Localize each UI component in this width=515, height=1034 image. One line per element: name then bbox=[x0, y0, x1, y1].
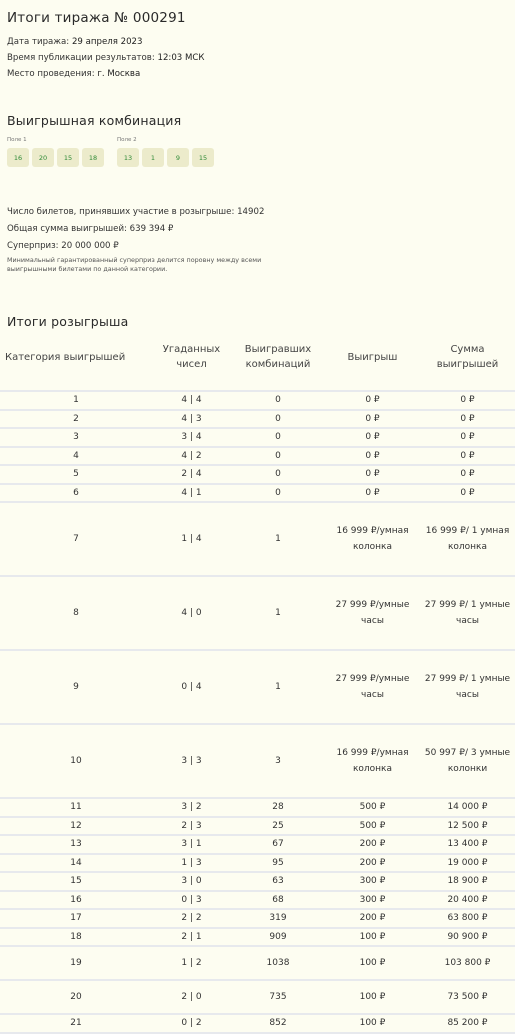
prize-cell: 16 999 ₽/умная колонка bbox=[325, 502, 420, 576]
table-row bbox=[0, 465, 515, 484]
table-row bbox=[0, 502, 515, 576]
prize-total-cell: 20 400 ₽ bbox=[420, 891, 515, 910]
prize-total-cell: 90 900 ₽ bbox=[420, 928, 515, 947]
guessed-cell: 4 | 2 bbox=[152, 447, 231, 466]
superprize: Суперприз: 20 000 000 ₽ bbox=[7, 241, 119, 251]
category-cell: 9 bbox=[0, 650, 152, 724]
guessed-cell: 2 | 0 bbox=[152, 980, 231, 1014]
prize-total-cell: 27 999 ₽/ 1 умные часы bbox=[420, 650, 515, 724]
prize-total-cell: 50 997 ₽/ 3 умные колонки bbox=[420, 724, 515, 798]
prize-total-cell: 0 ₽ bbox=[420, 447, 515, 466]
ball: 9 bbox=[167, 148, 189, 167]
category-cell: 16 bbox=[0, 891, 152, 910]
table-row bbox=[0, 447, 515, 466]
table-row bbox=[0, 872, 515, 891]
field-2-balls bbox=[117, 148, 214, 167]
category-cell: 3 bbox=[0, 428, 152, 447]
guessed-cell: 3 | 4 bbox=[152, 428, 231, 447]
spacer-cell bbox=[325, 382, 420, 391]
total-winnings: Общая сумма выигрышей: 639 394 ₽ bbox=[7, 224, 174, 234]
category-cell: 21 bbox=[0, 1014, 152, 1033]
draw-date-label: Дата тиража: bbox=[7, 37, 70, 47]
prize-cell: 0 ₽ bbox=[325, 410, 420, 429]
prize-total-cell: 0 ₽ bbox=[420, 410, 515, 429]
prize-total-cell: 18 900 ₽ bbox=[420, 872, 515, 891]
table-row bbox=[0, 724, 515, 798]
prize-total-cell: 85 200 ₽ bbox=[420, 1014, 515, 1033]
prize-cell: 100 ₽ bbox=[325, 928, 420, 947]
category-cell: 7 bbox=[0, 502, 152, 576]
guessed-cell: 4 | 4 bbox=[152, 391, 231, 410]
guessed-cell: 2 | 3 bbox=[152, 817, 231, 836]
prize-cell: 100 ₽ bbox=[325, 946, 420, 980]
winners-cell: 1 bbox=[231, 576, 325, 650]
winners-cell: 1038 bbox=[231, 946, 325, 980]
category-cell: 19 bbox=[0, 946, 152, 980]
prize-cell: 0 ₽ bbox=[325, 465, 420, 484]
spacer-cell bbox=[152, 382, 231, 391]
table-row bbox=[0, 980, 515, 1014]
spacer-cell bbox=[420, 382, 515, 391]
guessed-cell: 3 | 3 bbox=[152, 724, 231, 798]
guessed-cell: 2 | 2 bbox=[152, 909, 231, 928]
category-cell: 11 bbox=[0, 798, 152, 817]
category-cell: 15 bbox=[0, 872, 152, 891]
guessed-cell: 1 | 3 bbox=[152, 854, 231, 873]
superprize-note: Минимальный гарантированный суперприз делится поровну между всеми выигрышными билетами по данной категории. bbox=[7, 256, 262, 273]
prize-total-cell: 19 000 ₽ bbox=[420, 854, 515, 873]
prize-cell: 200 ₽ bbox=[325, 909, 420, 928]
winners-cell: 25 bbox=[231, 817, 325, 836]
ball: 15 bbox=[57, 148, 79, 167]
winners-cell: 3 bbox=[231, 724, 325, 798]
winners-cell: 909 bbox=[231, 928, 325, 947]
winners-cell: 0 bbox=[231, 447, 325, 466]
category-cell: 1 bbox=[0, 391, 152, 410]
guessed-cell: 3 | 1 bbox=[152, 835, 231, 854]
header-guessed: Угаданных чисел bbox=[162, 344, 221, 370]
table-row bbox=[0, 835, 515, 854]
table-row bbox=[0, 928, 515, 947]
prize-cell: 500 ₽ bbox=[325, 798, 420, 817]
prize-total-cell: 12 500 ₽ bbox=[420, 817, 515, 836]
prize-cell: 200 ₽ bbox=[325, 854, 420, 873]
category-cell: 10 bbox=[0, 724, 152, 798]
table-row bbox=[0, 650, 515, 724]
ball: 1 bbox=[142, 148, 164, 167]
guessed-cell: 4 | 0 bbox=[152, 576, 231, 650]
prize-cell: 500 ₽ bbox=[325, 817, 420, 836]
table-row bbox=[0, 817, 515, 836]
prize-cell: 27 999 ₽/умные часы bbox=[325, 650, 420, 724]
draw-place bbox=[7, 69, 140, 79]
winners-cell: 68 bbox=[231, 891, 325, 910]
ball: 18 bbox=[82, 148, 104, 167]
prize-cell: 100 ₽ bbox=[325, 1014, 420, 1033]
prize-total-cell: 14 000 ₽ bbox=[420, 798, 515, 817]
guessed-cell: 4 | 3 bbox=[152, 410, 231, 429]
winners-cell: 852 bbox=[231, 1014, 325, 1033]
prize-cell: 300 ₽ bbox=[325, 872, 420, 891]
table-row bbox=[0, 909, 515, 928]
guessed-cell: 0 | 4 bbox=[152, 650, 231, 724]
spacer-cell bbox=[231, 382, 325, 391]
category-cell: 12 bbox=[0, 817, 152, 836]
guessed-cell: 1 | 4 bbox=[152, 502, 231, 576]
guessed-cell: 3 | 2 bbox=[152, 798, 231, 817]
ball: 16 bbox=[7, 148, 29, 167]
prize-total-cell: 13 400 ₽ bbox=[420, 835, 515, 854]
category-cell: 18 bbox=[0, 928, 152, 947]
prize-cell: 300 ₽ bbox=[325, 891, 420, 910]
winners-cell: 0 bbox=[231, 391, 325, 410]
table-row bbox=[0, 484, 515, 503]
winning-combination-title: Выигрышная комбинация bbox=[7, 113, 182, 128]
category-cell: 5 bbox=[0, 465, 152, 484]
ball: 13 bbox=[117, 148, 139, 167]
prize-cell: 100 ₽ bbox=[325, 980, 420, 1014]
category-cell: 13 bbox=[0, 835, 152, 854]
field-2-label: Поле 2 bbox=[117, 137, 137, 143]
header-prize-total: Сумма выигрышей bbox=[436, 344, 499, 370]
category-cell: 20 bbox=[0, 980, 152, 1014]
prize-total-cell: 0 ₽ bbox=[420, 465, 515, 484]
guessed-cell: 3 | 0 bbox=[152, 872, 231, 891]
category-cell: 4 bbox=[0, 447, 152, 466]
field-1-balls bbox=[7, 148, 104, 167]
spacer-cell bbox=[0, 382, 152, 391]
page-title: Итоги тиража № 000291 bbox=[7, 10, 186, 26]
prize-total-cell: 0 ₽ bbox=[420, 391, 515, 410]
winners-cell: 735 bbox=[231, 980, 325, 1014]
prize-total-cell: 27 999 ₽/ 1 умные часы bbox=[420, 576, 515, 650]
guessed-cell: 1 | 2 bbox=[152, 946, 231, 980]
prize-cell: 0 ₽ bbox=[325, 484, 420, 503]
results-table bbox=[0, 332, 515, 1034]
ball: 20 bbox=[32, 148, 54, 167]
draw-place-value: г. Москва bbox=[97, 69, 141, 79]
prize-total-cell: 103 800 ₽ bbox=[420, 946, 515, 980]
table-row bbox=[0, 891, 515, 910]
winners-cell: 0 bbox=[231, 428, 325, 447]
guessed-cell: 0 | 2 bbox=[152, 1014, 231, 1033]
guessed-cell: 4 | 1 bbox=[152, 484, 231, 503]
guessed-cell: 2 | 4 bbox=[152, 465, 231, 484]
prize-total-cell: 0 ₽ bbox=[420, 484, 515, 503]
prize-cell: 0 ₽ bbox=[325, 391, 420, 410]
winners-cell: 0 bbox=[231, 465, 325, 484]
prize-cell: 0 ₽ bbox=[325, 447, 420, 466]
table-row bbox=[0, 798, 515, 817]
prize-total-cell: 0 ₽ bbox=[420, 428, 515, 447]
table-row bbox=[0, 576, 515, 650]
winners-cell: 0 bbox=[231, 484, 325, 503]
draw-date-value: 29 апреля 2023 bbox=[71, 37, 143, 47]
tickets-count: Число билетов, принявших участие в розыгрыше: 14902 bbox=[7, 207, 265, 217]
category-cell: 8 bbox=[0, 576, 152, 650]
table-header-row bbox=[0, 332, 515, 382]
publish-time bbox=[7, 53, 205, 63]
guessed-cell: 2 | 1 bbox=[152, 928, 231, 947]
header-winning-combinations: Выигравших комбинаций bbox=[244, 344, 312, 370]
category-cell: 6 bbox=[0, 484, 152, 503]
winners-cell: 67 bbox=[231, 835, 325, 854]
prize-cell: 16 999 ₽/умная колонка bbox=[325, 724, 420, 798]
prize-total-cell: 73 500 ₽ bbox=[420, 980, 515, 1014]
draw-date bbox=[7, 37, 143, 47]
draw-place-label: Место проведения: bbox=[7, 69, 95, 79]
prize-cell: 200 ₽ bbox=[325, 835, 420, 854]
ball: 15 bbox=[192, 148, 214, 167]
guessed-cell: 0 | 3 bbox=[152, 891, 231, 910]
publish-time-label: Время публикации результатов: bbox=[7, 53, 155, 63]
winners-cell: 28 bbox=[231, 798, 325, 817]
winners-cell: 63 bbox=[231, 872, 325, 891]
winners-cell: 0 bbox=[231, 410, 325, 429]
category-cell: 17 bbox=[0, 909, 152, 928]
table-row bbox=[0, 428, 515, 447]
category-cell: 14 bbox=[0, 854, 152, 873]
prize-cell: 27 999 ₽/умные часы bbox=[325, 576, 420, 650]
winners-cell: 95 bbox=[231, 854, 325, 873]
table-spacer-row bbox=[0, 382, 515, 391]
winners-cell: 319 bbox=[231, 909, 325, 928]
table-row bbox=[0, 946, 515, 980]
results-title: Итоги розыгрыша bbox=[7, 314, 129, 329]
table-row bbox=[0, 1014, 515, 1033]
publish-time-value: 12:03 МСК bbox=[157, 53, 205, 63]
prize-total-cell: 63 800 ₽ bbox=[420, 909, 515, 928]
prize-total-cell: 16 999 ₽/ 1 умная колонка bbox=[420, 502, 515, 576]
table-row bbox=[0, 854, 515, 873]
winners-cell: 1 bbox=[231, 650, 325, 724]
category-cell: 2 bbox=[0, 410, 152, 429]
field-1-label: Поле 1 bbox=[7, 137, 27, 143]
table-row bbox=[0, 391, 515, 410]
header-prize: Выигрыш bbox=[347, 351, 398, 363]
prize-cell: 0 ₽ bbox=[325, 428, 420, 447]
header-category: Категория выигрышей bbox=[5, 351, 126, 363]
table-row bbox=[0, 410, 515, 429]
winners-cell: 1 bbox=[231, 502, 325, 576]
